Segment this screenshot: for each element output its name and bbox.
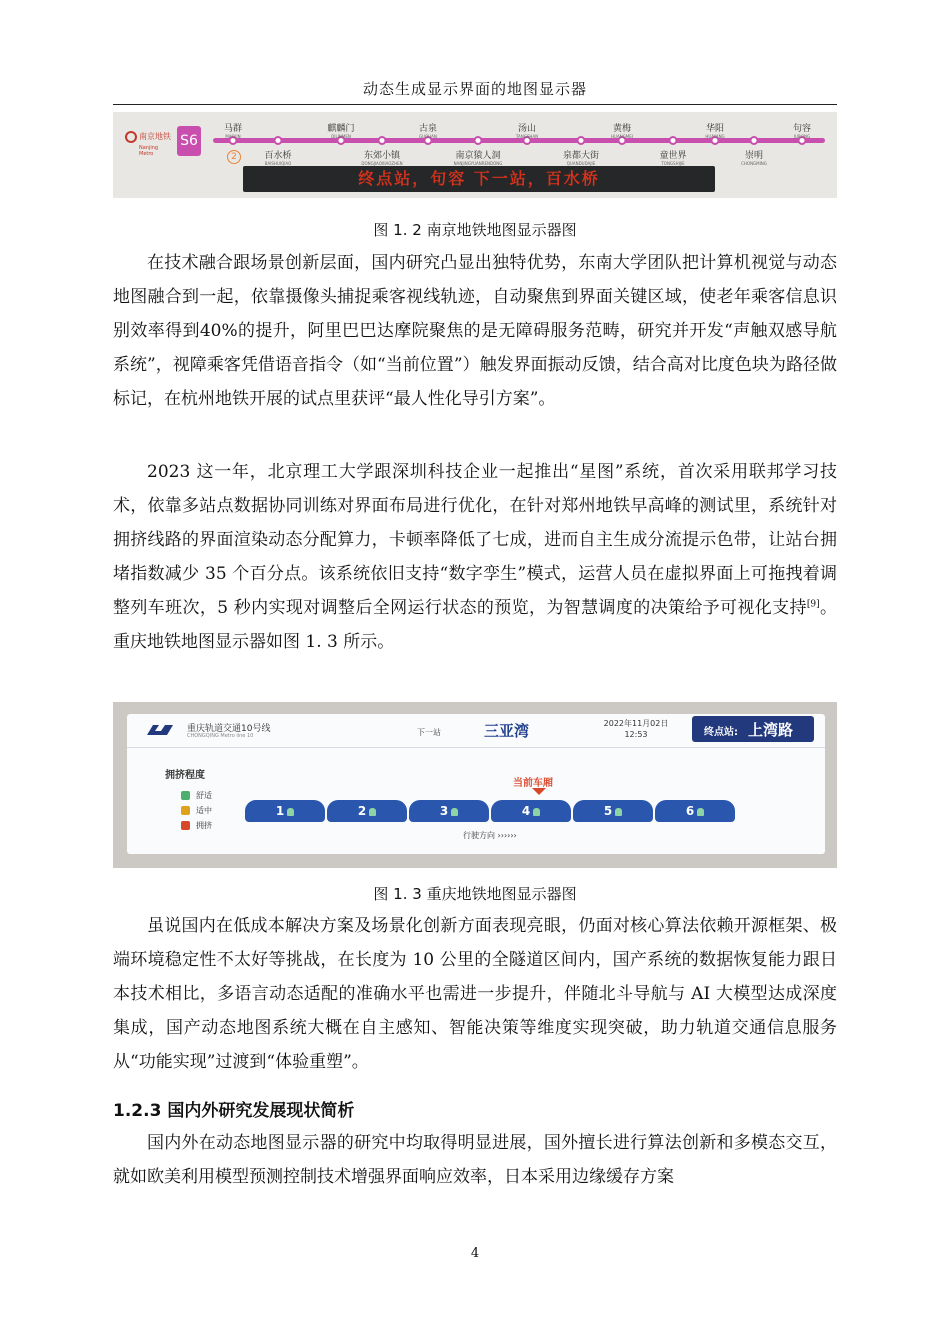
station-dot [750,136,759,145]
paragraph-3: 虽说国内在低成本解决方案及场景化创新方面表现亮眼，仍面对核心算法依赖开源框架、极端环境稳定性不太好等挑战，在长度为 10 公里的全隧道区间内，国产系统的数据恢复能力跟日本技术相比，多语言动态适配的准确水平也需进一步提升，伴随北斗导航与 AI 大模型达成深度集成，国产动态地图系统大概在自主感知、智能决策等维度实现突破，助力轨道交通信息服务从“功能实现”过渡到“体验重塑”。 [113,916,837,1072]
terminal-station: 上湾路 [748,721,794,739]
station-dot [577,136,586,145]
station-label: 崇明 CHONGMING [741,151,767,166]
next-station-label: 下一站 [417,728,441,737]
person-icon [287,808,294,816]
legend-crowded: 拥挤 [181,820,212,831]
person-icon [615,808,622,816]
train-car-4: 4 [491,800,571,822]
station-label: 黄梅 HUANGMEI [611,124,633,139]
station-label: 汤山 TANGSHAN [515,124,539,139]
person-icon [697,808,704,816]
cq-metro-logo-icon [145,723,175,737]
date: 2022年11月02日 [603,719,669,728]
train-car-3: 3 [409,800,489,822]
citation-ref: [9] [806,599,820,610]
station-label: 华阳 HUAYANG [705,124,725,139]
person-icon [533,808,540,816]
train-car-6: 6 [655,800,735,822]
logo-subtext: Nanjing Metro [139,145,159,157]
paragraph-2 [113,455,837,659]
terminal-box [692,716,814,742]
station-label: 东郊小镇 DONGJIAOXIAOZHEN [361,151,403,166]
line-name: 重庆轨道交通10号线 [187,724,271,734]
paragraph-1: 在技术融合跟场景创新层面，国内研究凸显出独特优势，东南大学团队把计算机视觉与动态地图融合到一起，依靠摄像头捕捉乘客视线轨迹，自动聚焦到界面关键区域，使老年乘客信息识别效率得到40%的提升，阿里巴巴达摩院聚焦的是无障碍服务范畴，研究并开发“声触双感导航系统”，视障乘客凭借语音指令（如“当前位置”）触发界面振动反馈，结合高对比度色块为路径做标记，在杭州地铁开展的试点里获评“最人性化导引方案”。 [113,253,837,409]
train-car-2: 2 [327,800,407,822]
crowding-title: 拥挤程度 [165,770,205,781]
person-icon [369,808,376,816]
paragraph-4: 国内外在动态地图显示器的研究中均取得明显进展，国外擅长进行算法创新和多模态交互，就如欧美利用模型预测控制技术增强界面响应效率，日本采用边缘缓存方案 [113,1133,837,1187]
current-car-label: 当前车厢 [513,778,553,789]
running-header: 动态生成显示界面的地图显示器 [362,80,587,98]
figure-chongqing-metro-display [113,702,837,868]
station-label: 句容 JURONG [792,124,812,139]
line-badge: S6 [177,126,201,156]
display-screen [127,714,825,854]
line-name-en: CHONGQING Metro line 10 [187,733,254,739]
station-label: 麒麟门 QILINMEN [327,124,355,139]
metro-logo-icon [125,131,137,143]
station-dot [474,136,483,145]
station-label: 古泉 GUQUAN [418,124,438,139]
station-dot [378,136,387,145]
figure-caption-1-3: 图 1. 3 重庆地铁地图显示器图 [373,885,577,903]
travel-direction: 行驶方向 ›››››› [463,831,517,840]
station-label: 百水桥 BAISHUIQIAO [264,151,292,166]
station-label: 马群 MAQUN [223,124,243,139]
current-car-arrow-icon [532,788,546,795]
header-rule [113,104,837,105]
transfer-line-badge: 2 [227,150,241,164]
train-car-1: 1 [245,800,325,822]
person-icon [181,806,190,815]
figure-caption-1-2: 图 1. 2 南京地铁地图显示器图 [373,221,577,239]
station-label: 南京猿人洞 NANJINGYUANRENDONG [453,151,503,166]
logo-text: 南京地铁 [139,132,171,141]
display-top-bar [127,714,825,748]
person-icon [181,791,190,800]
date-time [601,718,671,740]
figure-nanjing-metro-display [113,112,837,198]
led-banner: 终点站，句容 下一站，百水桥 [243,166,715,192]
legend-comfortable: 舒适 [181,790,212,801]
train-car-5: 5 [573,800,653,822]
time: 12:53 [624,730,648,739]
station-dot [274,136,283,145]
page-number: 4 [470,1246,480,1261]
legend-moderate: 适中 [181,805,212,816]
paragraph-2-text: 2023 这一年，北京理工大学跟深圳科技企业一起推出“星图”系统，首次采用联邦学习技术，依靠多站点数据协同训练对界面布局进行优化，在针对郑州地铁早高峰的测试里，系统针对拥挤线路的界面渲染动态分配算力，卡顿率降低了七成，进而自主生成分流提示色带，让站台拥堵指数减少 35 个百分点。该系统依旧支持“数字孪生”模式，运营人员在虚拟界面上可拖拽着调整列车班次，5 秒内实现对调整后全网运行状态的预览，为智慧调度的决策给予可视化支持 [113,462,837,618]
station-dot [669,136,678,145]
person-icon [181,821,190,830]
paragraph-2-tail: 。重庆地铁地图显示器如图 1. 3 所示。 [113,598,838,652]
station-label: 童世界 TONGSHIJIE [659,151,687,166]
section-heading: 1.2.3 国内外研究发展现状简析 [113,1101,355,1121]
terminal-label: 终点站: [704,727,738,738]
nanjing-metro-logo [125,126,171,157]
station-label: 泉都大街 QUANDUDAJIE [562,151,600,166]
person-icon [451,808,458,816]
next-station: 三亚湾 [484,722,530,740]
